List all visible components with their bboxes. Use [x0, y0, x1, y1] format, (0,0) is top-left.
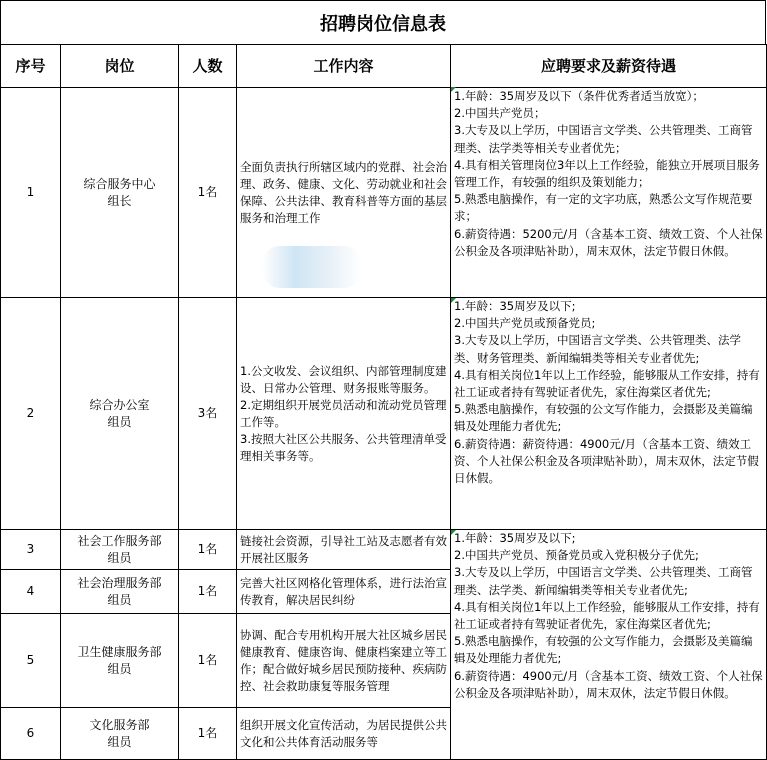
row-count: 1名	[179, 614, 237, 708]
position-name: 综合办公室	[89, 397, 150, 412]
row-work	[237, 298, 451, 530]
work-text: 链接社会资源，引导社工站及志愿者有效开展社区服务	[240, 533, 447, 565]
requirement-line: 6.薪资待遇：4900元/月（含基本工资、绩效工资、个人社保公积金及各项津贴补助），周末双休，法定节假日休假。	[454, 668, 763, 700]
position-role: 组员	[107, 661, 132, 676]
cell-comment-marker	[451, 530, 456, 535]
position-role: 组员	[107, 592, 132, 607]
recruitment-table	[0, 44, 767, 760]
requirement-line: 4.具有相关岗位1年以上工作经验，能够服从工作安排，持有社工证或者持有驾驶证者优先，家住海棠区者优先;	[454, 367, 760, 400]
header-count: 人数	[179, 45, 237, 88]
row-count: 1名	[179, 570, 237, 614]
work-text: 1.公文收发、会议组织、内部管理制度建设、日常办公管理、财务报账等服务。	[240, 363, 447, 395]
requirement-line: 3.大专及以上学历，中国语言文学类、公共管理类、法学类、财务管理类、新闻编辑类等相关专业者优先;	[454, 333, 741, 365]
row-position	[61, 298, 179, 530]
cell-comment-marker	[451, 298, 456, 303]
requirement-line: 1.年龄：35周岁及以下;	[454, 299, 576, 313]
requirements-cell	[451, 88, 767, 298]
row-position	[61, 708, 179, 760]
work-text: 协调、配合专用机构开展大社区城乡居民健康教育、健康咨询、健康档案建立等工作；配合做好城乡居民预防接种、疾病防控、社会救助康复等服务管理	[240, 627, 447, 693]
row-position	[61, 570, 179, 614]
header-requirements: 应聘要求及薪资待遇	[451, 45, 767, 88]
row-no: 1	[1, 88, 61, 298]
cell-comment-marker	[451, 87, 456, 92]
position-role: 组员	[107, 414, 132, 429]
work-text: 全面负责执行所辖区域内的党群、社会治理、政务、健康、文化、劳动就业和社会保障、公共法律、教育科普等方面的基层服务和治理工作	[240, 159, 447, 225]
work-text: 组织开展文化宣传活动，为居民提供公共文化和公共体育活动服务等	[240, 717, 447, 749]
position-role: 组长	[107, 193, 132, 208]
row-work	[237, 614, 451, 708]
requirement-line: 2.中国共产党员或预备党员;	[454, 316, 596, 331]
requirements-cell	[451, 298, 767, 530]
blurred-watermark	[262, 246, 362, 288]
header-no: 序号	[1, 45, 61, 88]
row-position	[61, 530, 179, 570]
row-position	[61, 88, 179, 298]
requirement-line: 2.中国共产党员；	[454, 106, 546, 121]
row-work	[237, 530, 451, 570]
requirement-line: 3.大专及以上学历，中国语言文学类、公共管理类、工商管理类、法学类等相关专业者优先；	[454, 123, 753, 155]
row-count: 1名	[179, 88, 237, 298]
position-role: 组员	[107, 550, 132, 565]
table-row	[1, 88, 767, 298]
requirements-cell	[451, 530, 767, 760]
row-position	[61, 614, 179, 708]
row-no: 2	[1, 298, 61, 530]
table-title: 招聘岗位信息表	[0, 0, 766, 44]
header-position: 岗位	[61, 45, 179, 88]
requirement-line: 1.年龄：35周岁及以下（条件优秀者适当放宽）；	[454, 89, 704, 103]
row-no: 3	[1, 530, 61, 570]
row-no: 5	[1, 614, 61, 708]
work-text: 3.按照大社区公共服务、公共管理清单受理相关事务等。	[240, 431, 447, 463]
requirement-line: 3.大专及以上学历，中国语言文学类、公共管理类、工商管理类、法学类、新闻编辑类等相关专业者优先;	[454, 565, 753, 597]
requirement-line: 5.熟悉电脑操作，有一定的文字功底，熟悉公文写作规范要求；	[454, 192, 753, 224]
requirement-line: 4.具有相关管理岗位3年以上工作经验，能独立开展项目服务管理工作，有较强的组织及策划能力；	[454, 157, 760, 190]
row-count: 1名	[179, 530, 237, 570]
requirement-line: 1.年龄：35周岁及以下;	[454, 531, 576, 545]
row-work	[237, 708, 451, 760]
header-row	[1, 45, 767, 88]
row-no: 6	[1, 708, 61, 760]
requirement-line: 6.薪资待遇：薪资待遇：4900元/月（含基本工资、绩效工资、个人社保公积金及各项津贴补助），周末双休，法定节假日休假。	[454, 436, 759, 486]
position-name: 社会治理服务部	[77, 575, 162, 590]
requirement-line: 5.熟悉电脑操作，有较强的公文写作能力，会摄影及美篇编辑及处理能力者优先;	[454, 634, 753, 666]
position-name: 文化服务部	[89, 717, 150, 732]
row-no: 4	[1, 570, 61, 614]
position-name: 卫生健康服务部	[77, 644, 162, 659]
table-row	[1, 530, 767, 570]
position-role: 组员	[107, 734, 132, 749]
work-text: 2.定期组织开展党员活动和流动党员管理工作等。	[240, 397, 447, 429]
row-work	[237, 570, 451, 614]
requirement-line: 6.薪资待遇：5200元/月（含基本工资、绩效工资、个人社保公积金及各项津贴补助），周末双休，法定节假日休假。	[454, 226, 763, 258]
requirement-line: 4.具有相关岗位1年以上工作经验，能够服从工作安排，持有社工证或者持有驾驶证者优先，家住海棠区者优先;	[454, 599, 760, 632]
position-name: 社会工作服务部	[77, 533, 162, 548]
row-count: 3名	[179, 298, 237, 530]
requirement-line: 5.熟悉电脑操作，有较强的公文写作能力，会摄影及美篇编辑及处理能力者优先;	[454, 402, 753, 434]
requirement-line: 2.中国共产党员、预备党员或入党积极分子优先;	[454, 548, 699, 563]
row-count: 1名	[179, 708, 237, 760]
work-text: 完善大社区网格化管理体系，进行法治宣传教育，解决居民纠纷	[240, 575, 447, 607]
position-name: 综合服务中心	[83, 176, 156, 191]
header-work: 工作内容	[237, 45, 451, 88]
table-row	[1, 298, 767, 530]
